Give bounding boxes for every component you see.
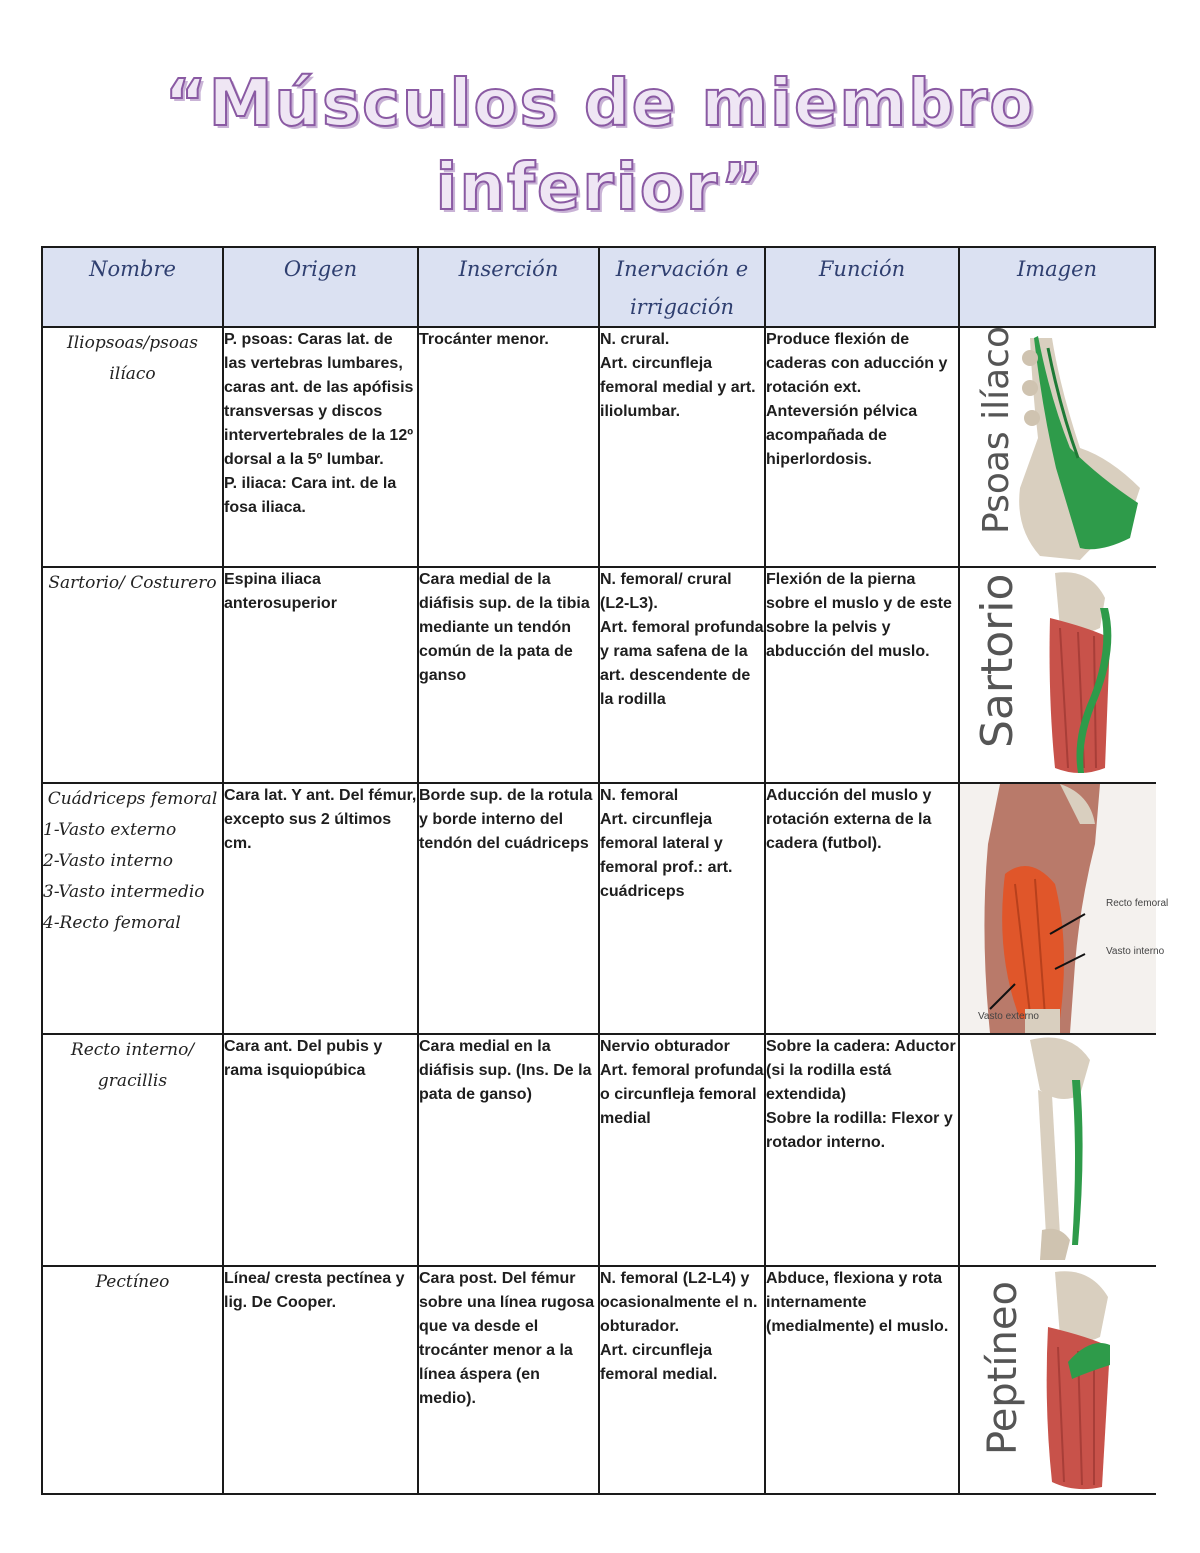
header-imagen: Imagen [959,247,1155,327]
inervacion-cell: Nervio obturador Art. femoral profunda o circunfleja femoral medial [599,1034,765,1266]
insercion-cell: Borde sup. de la rotula y borde interno del tendón del cuádriceps [418,783,599,1034]
muscle-subitem: 2-Vasto interno [43,851,173,871]
image-cell [959,567,1155,783]
header-origen: Origen [223,247,418,327]
funcion-cell: Flexión de la pierna sobre el muslo y de este sobre la pelvis y abducción del muslo. [765,567,959,783]
inervacion-cell: N. femoral/ crural (L2-L3). Art. femoral profunda y rama safena de la art. descendente de la rodilla [599,567,765,783]
funcion-cell: Abduce, flexiona y rota internamente (medialmente) el muslo. [765,1266,959,1494]
origen-cell: Espina iliaca anterosuperior [223,567,418,783]
recto-interno-illustration [960,1035,1156,1265]
origen-cell: P. psoas: Caras lat. de las vertebras lumbares, caras ant. de las apófisis transversas y discos intervertebrales de la 12º dorsal a la 5º lumbar. P. iliaca: Cara int. de la fosa iliaca. [223,327,418,567]
callout-vasto-interno: Vasto interno [1106,946,1165,957]
image-cell [959,783,1169,1034]
page-title: “Músculos de miembro inferior” [164,67,1036,225]
table-row [42,1266,1155,1494]
funcion-cell: Sobre la cadera: Aductor (si la rodilla está extendida) Sobre la rodilla: Flexor y rotador interno. [765,1034,959,1266]
table-row [42,1034,1155,1266]
table-row [42,567,1155,783]
insercion-cell: Cara post. Del fémur sobre una línea rugosa que va desde el trocánter menor a la línea áspera (en medio). [418,1266,599,1494]
header-insercion: Inserción [418,247,599,327]
insercion-cell: Cara medial de la diáfisis sup. de la tibia mediante un tendón común de la pata de ganso [418,567,599,783]
image-cell [959,1034,1155,1266]
image-cell [959,327,1155,567]
muscle-subitem: 1-Vasto externo [43,820,177,840]
funcion-cell: Produce flexión de caderas con aducción y rotación ext. Anteversión pélvica acompañada de hiperlordosis. [765,327,959,567]
pectineo-illustration [960,1267,1156,1493]
image-callout [1106,898,1168,909]
muscle-name-cell [42,783,223,1034]
origen-cell: Cara lat. Y ant. Del fémur, excepto sus 2 últimos cm. [223,783,418,1034]
muscle-name: Sartorio/ Costurero [48,573,217,593]
insercion-cell: Cara medial en la diáfisis sup. (Ins. De la pata de ganso) [418,1034,599,1266]
muscles-table [41,246,1169,1495]
muscle-subitem: 4-Recto femoral [43,913,181,933]
muscle-name-cell [42,567,223,783]
muscle-name: Cuádriceps femoral [47,789,218,809]
header-inervacion: Inervación e irrigación [599,247,765,327]
muscle-subitem: 3-Vasto intermedio [43,882,205,902]
muscle-name-cell [42,327,223,567]
origen-cell: Cara ant. Del pubis y rama isquiopúbica [223,1034,418,1266]
image-cell [959,1266,1155,1494]
muscle-name-cell [42,1266,223,1494]
table-row [42,783,1155,1034]
image-callout [978,1011,1039,1022]
callout-recto-femoral: Recto femoral [1106,898,1169,909]
table-row [42,327,1155,567]
image-label: Sartorio [972,573,1023,748]
muscle-name: Pectíneo [95,1272,170,1292]
image-label: Psoas ilíaco [976,325,1017,534]
header-nombre: Nombre [42,247,223,327]
insercion-cell: Trocánter menor. [418,327,599,567]
image-label: Peptíneo [980,1281,1026,1455]
psoas-iliaco-illustration [960,325,1156,566]
inervacion-cell: N. femoral Art. circunfleja femoral lateral y femoral prof.: art. cuádriceps [599,783,765,1034]
sartorio-illustration [960,568,1156,782]
inervacion-cell: N. crural. Art. circunfleja femoral medial y art. iliolumbar. [599,327,765,567]
image-callout [1106,946,1165,957]
callout-vasto-externo: Vasto externo [978,1011,1039,1022]
origen-cell: Línea/ cresta pectínea y lig. De Cooper. [223,1266,418,1494]
header-funcion: Función [765,247,959,327]
funcion-cell: Aducción del muslo y rotación externa de la cadera (futbol). [765,783,959,1034]
muscle-name: Iliopsoas/psoas ilíaco [67,333,198,384]
muscle-name: Recto interno/ gracillis [70,1040,195,1091]
muscle-name-cell [42,1034,223,1266]
table-header-row [42,247,1155,327]
cuadriceps-illustration [960,784,1169,1033]
inervacion-cell: N. femoral (L2-L4) y ocasionalmente el n. obturador. Art. circunfleja femoral medial. [599,1266,765,1494]
